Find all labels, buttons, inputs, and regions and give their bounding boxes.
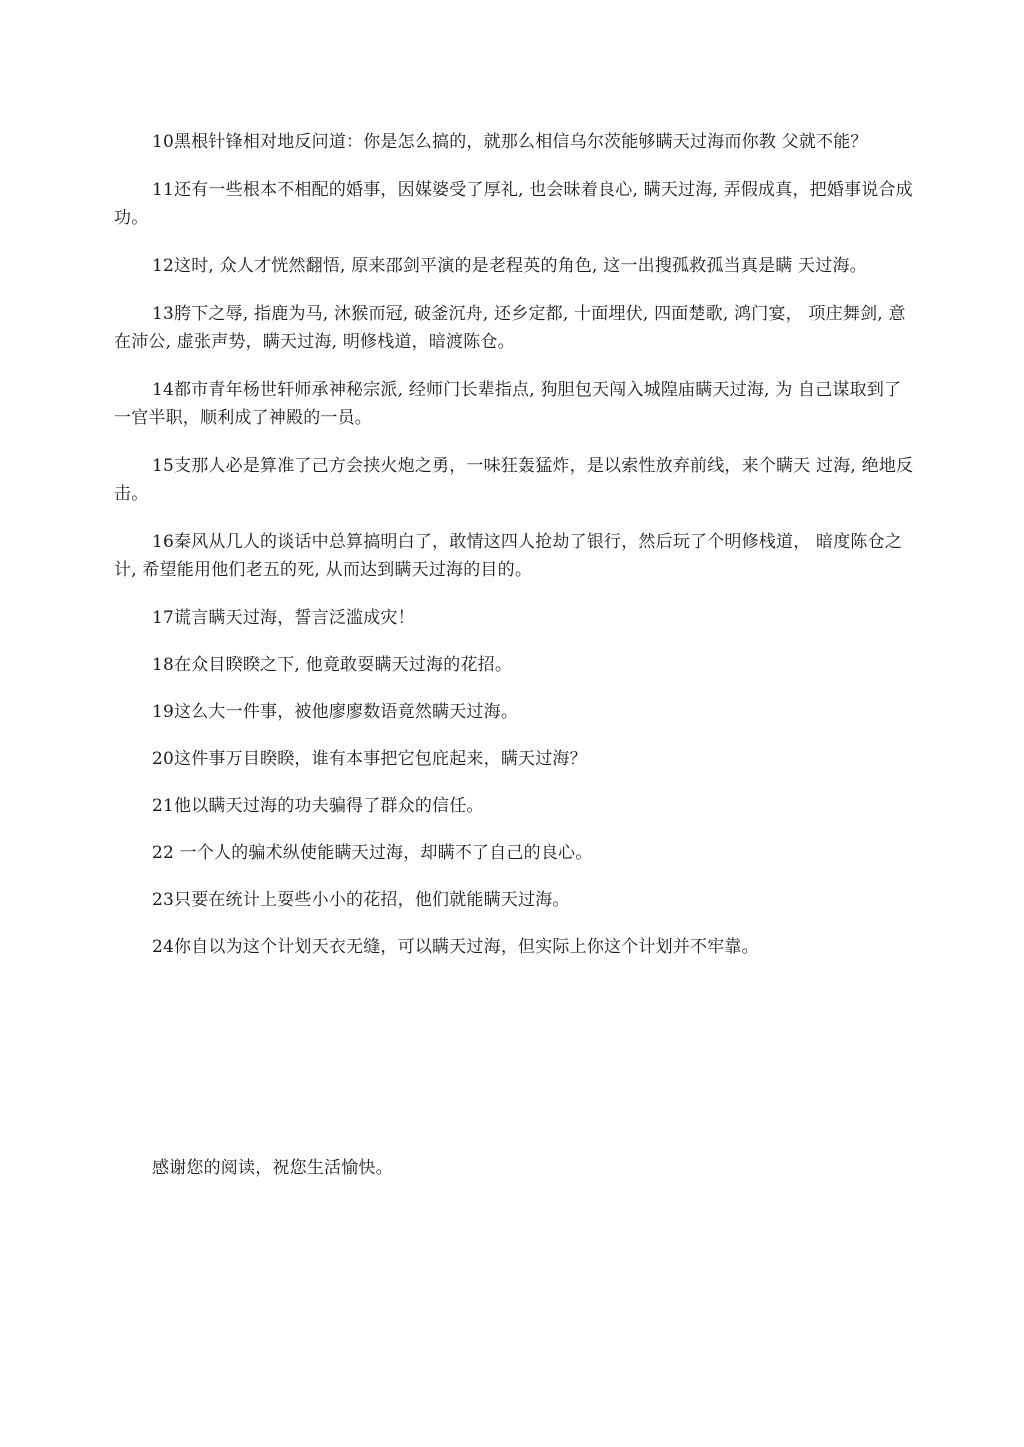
paragraph-10: 10黑根针锋相对地反问道：你是怎么搞的，就那么相信乌尔茨能够瞒天过海而你教 父就不能？	[152, 132, 868, 152]
paragraph-16: 16秦风从几人的谈话中总算搞明白了，敢情这四人抢劫了银行，然后玩了个明修栈道， 暗度陈仓之计, 希望能用他们老五的死, 从而达到瞒天过海的目的。	[114, 532, 903, 580]
paragraph-15: 15支那人必是算准了己方会挟火炮之勇，一味狂轰猛炸，是以索性放弃前线，来个瞒天 过海, 绝地反击。	[114, 456, 914, 504]
paragraph-12: 12这时, 众人才恍然翻悟, 原来邵剑平演的是老程英的角色, 这一出搜孤救孤当真是瞒 天过海。	[152, 256, 867, 276]
paragraph-13: 13胯下之辱, 指鹿为马, 沐猴而冠, 破釜沉舟, 还乡定都, 十面埋伏, 四面楚歌, 鸿门宴， 项庄舞剑, 意在沛公, 虚张声势，瞒天过海, 明修栈道，暗渡陈仓。	[114, 304, 906, 352]
paragraph-18: 18在众目睽睽之下, 他竟敢耍瞒天过海的花招。	[152, 655, 513, 675]
document-body	[114, 128, 914, 980]
paragraph-24: 24你自以为这个计划天衣无缝，可以瞒天过海，但实际上你这个计划并不牢靠。	[152, 937, 759, 957]
paragraph-19: 19这么大一件事，被他廖廖数语竟然瞒天过海。	[152, 702, 519, 722]
paragraph-20: 20这件事万目睽睽，谁有本事把它包庇起来，瞒天过海？	[152, 749, 587, 769]
closing-text: 感谢您的阅读，祝您生活愉快。	[152, 1158, 393, 1178]
paragraph-22: 22 一个人的骗术纵使能瞒天过海，却瞒不了自己的良心。	[152, 843, 593, 863]
paragraph-23: 23只要在统计上耍些小小的花招，他们就能瞒天过海。	[152, 890, 570, 910]
paragraph-21: 21他以瞒天过海的功夫骗得了群众的信任。	[152, 796, 484, 816]
paragraph-11: 11还有一些根本不相配的婚事，因媒婆受了厚礼, 也会昧着良心, 瞒天过海, 弄假成真，把婚事说合成功。	[114, 180, 913, 228]
paragraph-17: 17谎言瞒天过海，誓言泛滥成灾！	[152, 608, 415, 628]
paragraph-14: 14都市青年杨世轩师承神秘宗派, 经师门长辈指点, 狗胆包天闯入城隍庙瞒天过海, 为 自己谋取到了一官半职，顺利成了神殿的一员。	[114, 380, 902, 428]
